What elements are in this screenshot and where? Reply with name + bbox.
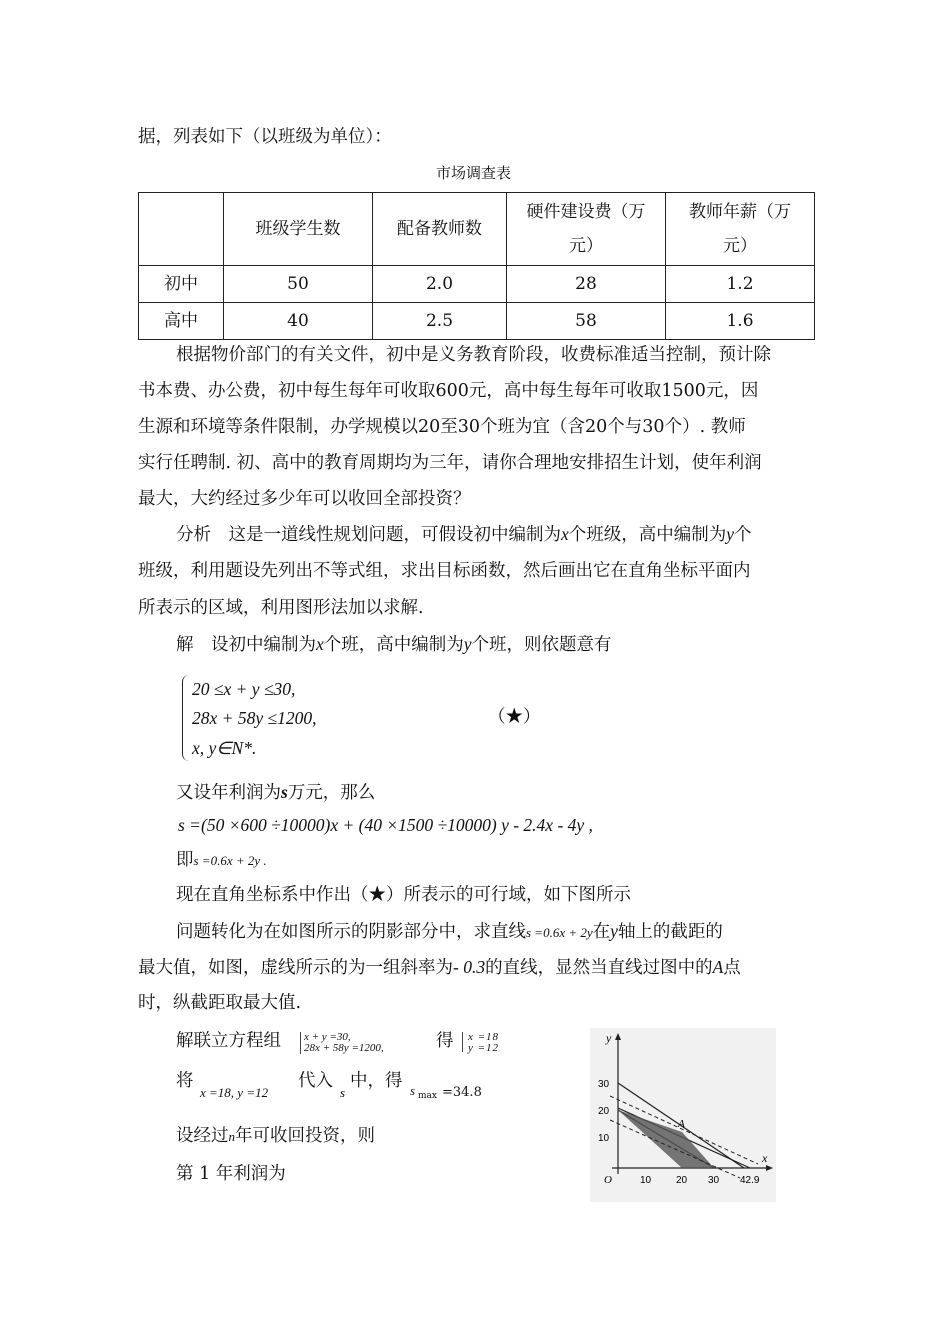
table-cell: 2.0 — [373, 266, 507, 303]
slope-value: - 0.3 — [453, 957, 486, 977]
sub-text: 将 — [176, 1071, 194, 1091]
para1-line: 根据物价部门的有关文件，初中是义务教育阶段，收费标准适当控制，预计除 — [176, 345, 771, 365]
var-y: y — [463, 634, 472, 654]
profit-simplified — [176, 849, 267, 872]
transform-line — [138, 956, 741, 979]
joint-brace — [300, 1032, 301, 1054]
smax-sub: max — [418, 1091, 437, 1101]
graph-svg — [590, 1028, 776, 1202]
table-cell: 1.6 — [666, 303, 815, 340]
intro-line: 据，列表如下（以班级为单位）： — [138, 127, 392, 147]
feasible-region — [618, 1110, 714, 1168]
transform-text: 轴上的截距的 — [617, 922, 723, 942]
solution-text: 个班，高中编制为 — [323, 635, 464, 655]
var-y: y — [610, 921, 618, 941]
sub-text: 中，得 — [350, 1071, 403, 1091]
sub-values: x =18, y =12 — [200, 1085, 269, 1100]
var-x: x — [316, 634, 324, 654]
analysis-line — [176, 523, 752, 546]
profit-text: 万元，那么 — [287, 783, 376, 803]
table-row — [139, 266, 815, 303]
var-s: s — [281, 782, 288, 802]
x-tick-label: 42.9 — [740, 1175, 760, 1186]
profit-text: 又设年利润为 — [176, 783, 281, 803]
system-brace — [182, 675, 191, 761]
para1-line: 生源和环境等条件限制，办学规模以20至30个班为宜（含20个与30个）. 教师 — [138, 417, 746, 437]
analysis-text: 个班级，高中编制为 — [568, 525, 727, 545]
point-a: A — [712, 957, 724, 977]
y-tick-label: 20 — [598, 1106, 610, 1117]
objective-eq: s =0.6x + 2y — [526, 925, 593, 940]
feasible-line: 现在直角坐标系中作出（★）所表示的可行域，如下图所示 — [176, 885, 631, 905]
table-cell: 2.5 — [373, 303, 507, 340]
feasible-region-graph — [590, 1028, 776, 1202]
smax-s: s — [410, 1083, 416, 1098]
joint-sys-1: x + y =30, — [304, 1031, 351, 1043]
header-wrap-line: 元） — [723, 236, 757, 256]
transform-line: 时，纵截距取最大值. — [138, 993, 302, 1013]
profit-text: 即 — [176, 850, 194, 870]
table-cell: 28 — [507, 266, 666, 303]
table-cell: 1.2 — [666, 266, 815, 303]
transform-line — [176, 920, 723, 944]
joint-result-label: 得 — [436, 1031, 454, 1051]
table-cell: 58 — [507, 303, 666, 340]
solution-line — [176, 633, 612, 656]
x-tick-label: 10 — [640, 1175, 652, 1186]
star-label: （★） — [488, 707, 541, 727]
table-cell: 高中 — [139, 303, 224, 340]
x-tick-label: 30 — [708, 1175, 720, 1186]
smax-value: =34.8 — [442, 1085, 482, 1100]
years-text: 年可收回投资，则 — [235, 1126, 375, 1146]
table-header-cell: 配备教师数 — [373, 193, 507, 266]
var-n: n — [228, 1129, 235, 1144]
para1-line: 最大，大约经过多少年可以收回全部投资？ — [138, 489, 471, 509]
para1-line: 书本费、办公费，初中每生每年可收取600元，高中每生每年可收取1500元，因 — [138, 381, 759, 401]
origin-label: O — [604, 1174, 612, 1186]
result-brace — [462, 1032, 463, 1052]
transform-text: 在 — [592, 922, 611, 942]
analysis-text: 个 — [734, 525, 752, 545]
x-tick-label: 20 — [676, 1175, 688, 1186]
var-y: y — [726, 524, 735, 544]
var-x: x — [561, 524, 569, 544]
joint-sys-2: 28x + 58y =1200, — [304, 1042, 384, 1054]
system-line-3: x, y∈N*. — [192, 738, 257, 758]
var-s: s — [340, 1085, 346, 1100]
table-header-cell: 班级学生数 — [224, 193, 373, 266]
table-cell: 初中 — [139, 266, 224, 303]
y-axis-label: y — [606, 1031, 612, 1045]
header-wrap-line: 教师年薪（万 — [689, 202, 791, 222]
table-row — [139, 303, 815, 340]
para1-line: 实行任聘制. 初、高中的教育周期均为三年，请你合理地安排招生计划，使年利润 — [138, 453, 762, 473]
iso-profit-line — [610, 1120, 740, 1178]
table-header-row — [139, 193, 815, 266]
header-wrap-line: 元） — [569, 236, 603, 256]
analysis-line: 所表示的区域，利用图形法加以求解. — [138, 598, 424, 618]
table-header-cell — [666, 193, 815, 266]
transform-text: 的直线，显然当直线过图中的 — [485, 958, 713, 978]
x-axis-label: x — [762, 1151, 768, 1165]
y-tick-label: 10 — [598, 1133, 610, 1144]
table-cell: 40 — [224, 303, 373, 340]
system-line-2: 28x + 58y ≤1200, — [192, 708, 317, 728]
transform-text: 问题转化为在如图所示的阴影部分中，求直线 — [176, 922, 526, 942]
solution-text: 解 设初中编制为 — [176, 635, 316, 655]
sub-line — [176, 1070, 194, 1092]
table-header-cell — [507, 193, 666, 266]
joint-res-1: x =18 — [468, 1031, 500, 1043]
transform-text: 点 — [723, 958, 741, 978]
header-wrap-line: 硬件建设费（万 — [526, 202, 646, 222]
y-axis-arrow — [615, 1033, 621, 1040]
point-a-label: A — [678, 1118, 685, 1130]
sub-text: 代入 — [298, 1071, 333, 1091]
table-caption: 市场调查表 — [436, 164, 512, 182]
table-cell: 50 — [224, 266, 373, 303]
years-text: 设经过 — [176, 1126, 229, 1146]
joint-res-2: y =12 — [468, 1042, 500, 1054]
profit-simplified-eq: s =0.6x + 2y . — [193, 853, 267, 868]
table-header-cell — [139, 193, 224, 266]
analysis-line: 班级，利用题设先列出不等式组，求出目标函数，然后画出它在直角坐标平面内 — [138, 561, 751, 581]
y-tick-label: 30 — [598, 1079, 610, 1090]
solution-text: 个班，则依题意有 — [471, 635, 612, 655]
joint-text: 解联立方程组 — [176, 1031, 281, 1051]
first-year-line: 第 1 年利润为 — [176, 1164, 286, 1184]
system-line-1: 20 ≤x + y ≤30, — [192, 679, 296, 699]
years-line — [176, 1125, 375, 1148]
profit-intro — [176, 781, 375, 804]
survey-table — [138, 192, 815, 340]
joint-line — [176, 1030, 281, 1052]
profit-equation: s =(50 ×600 ÷10000)x + (40 ×1500 ÷10000) y - 2.4x - 4y , — [178, 815, 593, 835]
analysis-text: 分析 这是一道线性规划问题，可假设初中编制为 — [176, 525, 561, 545]
x-axis-arrow — [766, 1165, 773, 1171]
transform-text: 最大值，如图，虚线所示的为一组斜率为 — [138, 958, 453, 978]
